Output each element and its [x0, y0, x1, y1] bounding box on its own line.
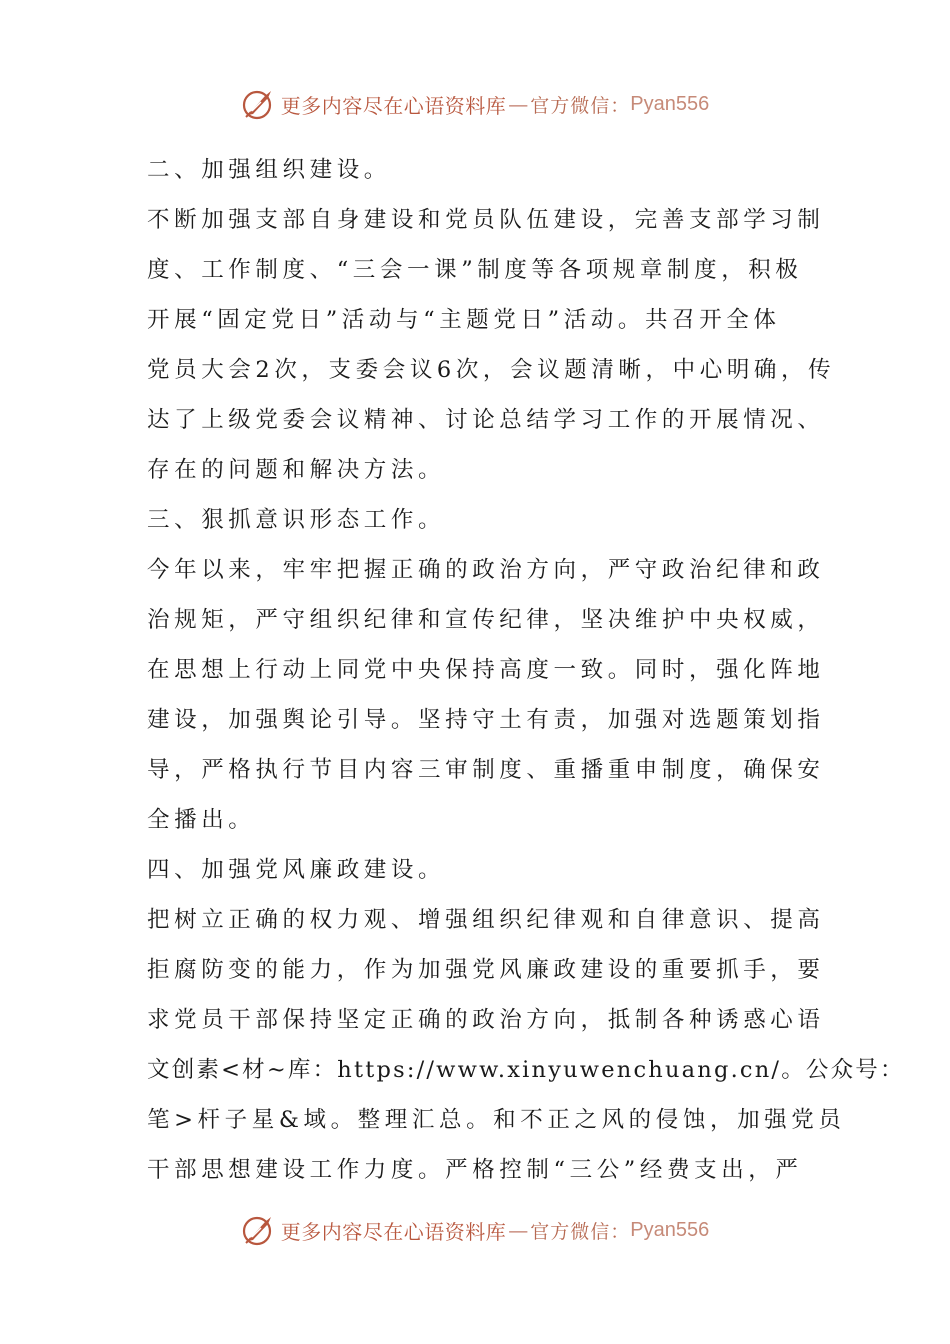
document-body: [147, 145, 905, 1195]
paragraph-line: 度、工作制度、“三会一课”制度等各项规章制度，积极: [147, 257, 803, 283]
paragraph-line: 党员大会2次，支委会议6次，会议题清晰，中心明确，传: [147, 357, 836, 383]
quill-pen-logo-icon: [241, 87, 275, 121]
section-heading-ideology: 三、狠抓意识形态工作。: [147, 507, 446, 533]
section-heading-integrity: 四、加强党风廉政建设。: [147, 857, 446, 883]
banner-dash: —: [508, 1218, 529, 1242]
banner-wechat-id: Pyan556: [630, 92, 710, 115]
quill-pen-logo-icon: [241, 1213, 275, 1247]
paragraph-line-with-url: 文创素<材~库：https://www.xinyuwenchuang.cn/。公众号：: [147, 1057, 905, 1083]
paragraph-line: 今年以来，牢牢把握正确的政治方向，严守政治纪律和政: [147, 557, 825, 583]
paragraph-line: 导，严格执行节目内容三审制度、重播重申制度，确保安: [147, 757, 825, 783]
paragraph-line: 治规矩，严守组织纪律和宣传纪律，坚决维护中央权威，: [147, 607, 825, 633]
banner-wechat-label: 官方微信：: [530, 94, 631, 117]
section-heading-organization: 二、加强组织建设。: [147, 157, 391, 183]
paragraph-line: 不断加强支部自身建设和党员队伍建设，完善支部学习制: [147, 207, 825, 233]
paragraph-line: 求党员干部保持坚定正确的政治方向，抵制各种诱惑心语: [147, 1007, 825, 1033]
paragraph-line: 开展“固定党日”活动与“主题党日”活动。共召开全体: [147, 307, 781, 333]
paragraph-line: 存在的问题和解决方法。: [147, 457, 446, 483]
paragraph-line: 达了上级党委会议精神、讨论总结学习工作的开展情况、: [147, 407, 825, 433]
paragraph-line: 把树立正确的权力观、增强组织纪律观和自律意识、提高: [147, 907, 825, 933]
banner-wechat-id: Pyan556: [630, 1218, 710, 1241]
paragraph-line: 干部思想建设工作力度。严格控制“三公”经费支出，严: [147, 1157, 803, 1183]
paragraph-line: 笔>杆子星&域。整理汇总。和不正之风的侵蚀，加强党员: [147, 1107, 846, 1133]
paragraph-line: 建设，加强舆论引导。坚持守土有责，加强对选题策划指: [147, 707, 825, 733]
paragraph-line: 全播出。: [147, 807, 256, 833]
footer-banner: [0, 1208, 950, 1252]
paragraph-line: 在思想上行动上同党中央保持高度一致。同时，强化阵地: [147, 657, 825, 683]
banner-dash: —: [508, 92, 529, 116]
banner-title: 更多内容尽在心语资料库: [280, 93, 507, 118]
paragraph-line: 拒腐防变的能力，作为加强党风廉政建设的重要抓手，要: [147, 957, 825, 983]
banner-title: 更多内容尽在心语资料库: [280, 1219, 507, 1244]
header-banner: [0, 82, 950, 126]
banner-wechat-label: 官方微信：: [530, 1220, 631, 1243]
